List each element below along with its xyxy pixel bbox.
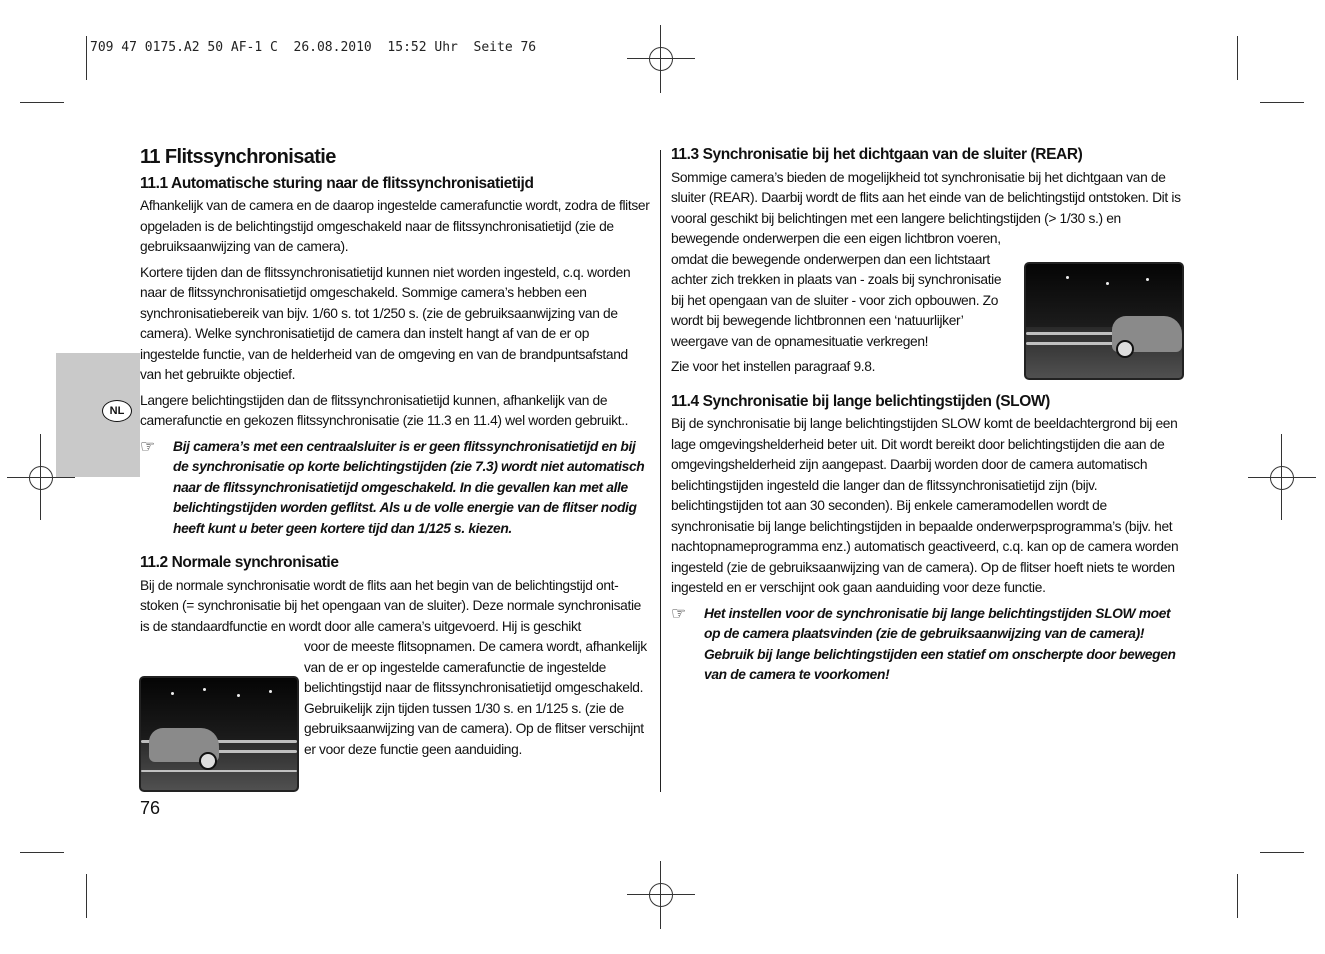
note [671,604,1183,686]
photo-normal-sync [139,676,299,792]
paragraph: Sommige camera’s bieden de mogelijkheid tot synchronisatie bij het dichtgaan van de sluiter (REAR). Daarbij wordt de flits aan het einde van de belichtingstijd ontstoken. Dit is vooral geschikt bij belichtingen met een langere belichtingstijden (> 1/30 s.) en bewegende onderwerpen die een eigen lichtbron voeren, [671,169,1181,246]
column-divider [660,150,661,792]
crop-mark [20,102,64,103]
page-number: 76 [140,798,161,818]
crop-mark [20,852,64,853]
crop-mark [1237,36,1238,80]
paragraph: Langere belichtingstijden dan de flitssynchronisatietijd kunnen, afhankelijk van de camerafunctie en gekozen flitssynchronisatie (zie 11.3 en 11.4) wel worden gebruikt.. [140,392,629,428]
paragraph: Bij de synchronisatie bij lange belichtingstijden SLOW komt de beeldachtergrond bij een lage omgevingshelderheid beter uit. Dit wordt bereikt door belichtingstijden die aan de omgevingshelderheid zijn aangepast. Daarbij worden door de camera automatisch belichtingstijden ingesteld die langer dan de flitssynchronisatietijd zijn (bijv. belichtingstijden tot aan 30 seconden). Bij enkele cameramodellen wordt de synchronisatie bij lange belichtingstijden in bepaalde onderwerpsprogramma’s (bijv. het nachtopnameprogramma enz.) automatisch geactiveerd, c.q. kan op de camera worden ingesteld (zie de gebruiksaanwijzing van de camera). Op de flitser hoeft niets te worden ingesteld en er verschijnt ook gaan aanduiding voor deze functie. [671,416,1179,595]
crop-mark [1260,102,1304,103]
paragraph: voor de meeste flitsopnamen. De camera wordt, afhankelijk van de er op ingestelde camerafunctie de ingestelde belichtingstijd naar de flitssynchronisatietijd omgeschakeld. Gebruikelijk zijn tijden tussen 1/30 s. en 1/125 s. (zie de gebruiksaanwijzing van de camera). Op de flitser verschijnt er voor deze functie geen aanduiding. [304,639,647,757]
registration-mark [1270,466,1294,490]
paragraph: omdat die bewegende onderwerpen dan een lichtstaart achter zich trekken in plaats van - zoals bij synchronisatie bij het opengaan van de sluiter - voor zich opbouwen. Zo wordt bij bewegende lichtbronnen een ‘natuurlijker’ weergave van de opnamesituatie verkregen! [671,251,1002,349]
note [140,437,650,540]
paragraph: Zie voor het instellen paragraaf 9.8. [671,359,876,374]
subsection-heading-11-1: 11.1 Automatische sturing naar de flitssynchronisatietijd [140,174,534,192]
registration-mark [649,47,673,71]
crop-mark [1260,852,1304,853]
right-column [671,145,1183,686]
print-header: 709 47 0175.A2 50 AF-1 C 26.08.2010 15:52 Uhr Seite 76 [90,40,537,55]
pointing-hand-icon: ☞ [671,603,686,623]
subsection-heading-11-4: 11.4 Synchronisatie bij lange belichtingstijden (SLOW) [671,392,1050,410]
crop-mark [86,874,87,918]
paragraph: Kortere tijden dan de flitssynchronisatietijd kunnen niet worden ingesteld, c.q. worden naar de flitssynchronisatietijd omgeschakeld. Sommige camera’s hebben een synchronisatiebereik van bijv. 1/60 s. tot 1/250 s. (zie de gebruiksaanwijzing van de camera). Welke synchronisatietijd de camera dan instelt hangt af van de er op ingestelde functie, van de helderheid van de omgeving en van de brandpuntsafstand van het gebruikte objectief. [140,264,631,382]
left-column [140,147,650,760]
registration-mark [649,883,673,907]
crop-mark [86,36,87,80]
crop-mark [1237,874,1238,918]
section-title: 11 Flitssynchronisatie [140,146,336,168]
registration-mark [29,466,53,490]
photo-rear-sync [1024,262,1184,380]
pointing-hand-icon: ☞ [140,436,155,456]
subsection-heading-11-3: 11.3 Synchronisatie bij het dichtgaan van de sluiter (REAR) [671,146,1083,163]
paragraph: Bij de normale synchronisatie wordt de flits aan het begin van de belichtingstijd ontstoken (= synchronisatie bij het opengaan van de sluiter). Deze normale synchronisatie is de standaardfunctie en wordt door alle camera’s uitgevoerd. Hij is geschikt [140,577,641,634]
paragraph: Afhankelijk van de camera en de daarop ingestelde camerafunctie wordt, zodra de flitser opgeladen is de belichtingstijd omgeschakeld naar de flitssynchronisatietijd (zie de gebruiksaanwijzing van de camera). [140,198,650,254]
language-badge: NL [102,400,132,422]
subsection-heading-11-2: 11.2 Normale synchronisatie [140,554,339,571]
note-text: Het instellen voor de synchronisatie bij lange belichtingstijden SLOW moet op de camera plaatsvinden (zie de gebruiksaanwijzing van de camera)! Gebruik bij lange belichtingstijden een statief om onscherpte door bewegen van de camera te voorkomen! [704,605,1176,682]
note-text: Bij camera’s met een centraalsluiter is er geen flitssynchronisatietijd en bij de synchronisatie op korte belichtingstijden (zie 7.3) wordt niet automatisch naar de flitssynchronisatietijd omgeschakeld. In die gevallen kan met alle belichtingstijden worden geflitst. Als u de volle energie van de flitser nodig heeft kunt u beter geen kortere tijd dan 1/125 s. kiezen. [173,438,645,536]
